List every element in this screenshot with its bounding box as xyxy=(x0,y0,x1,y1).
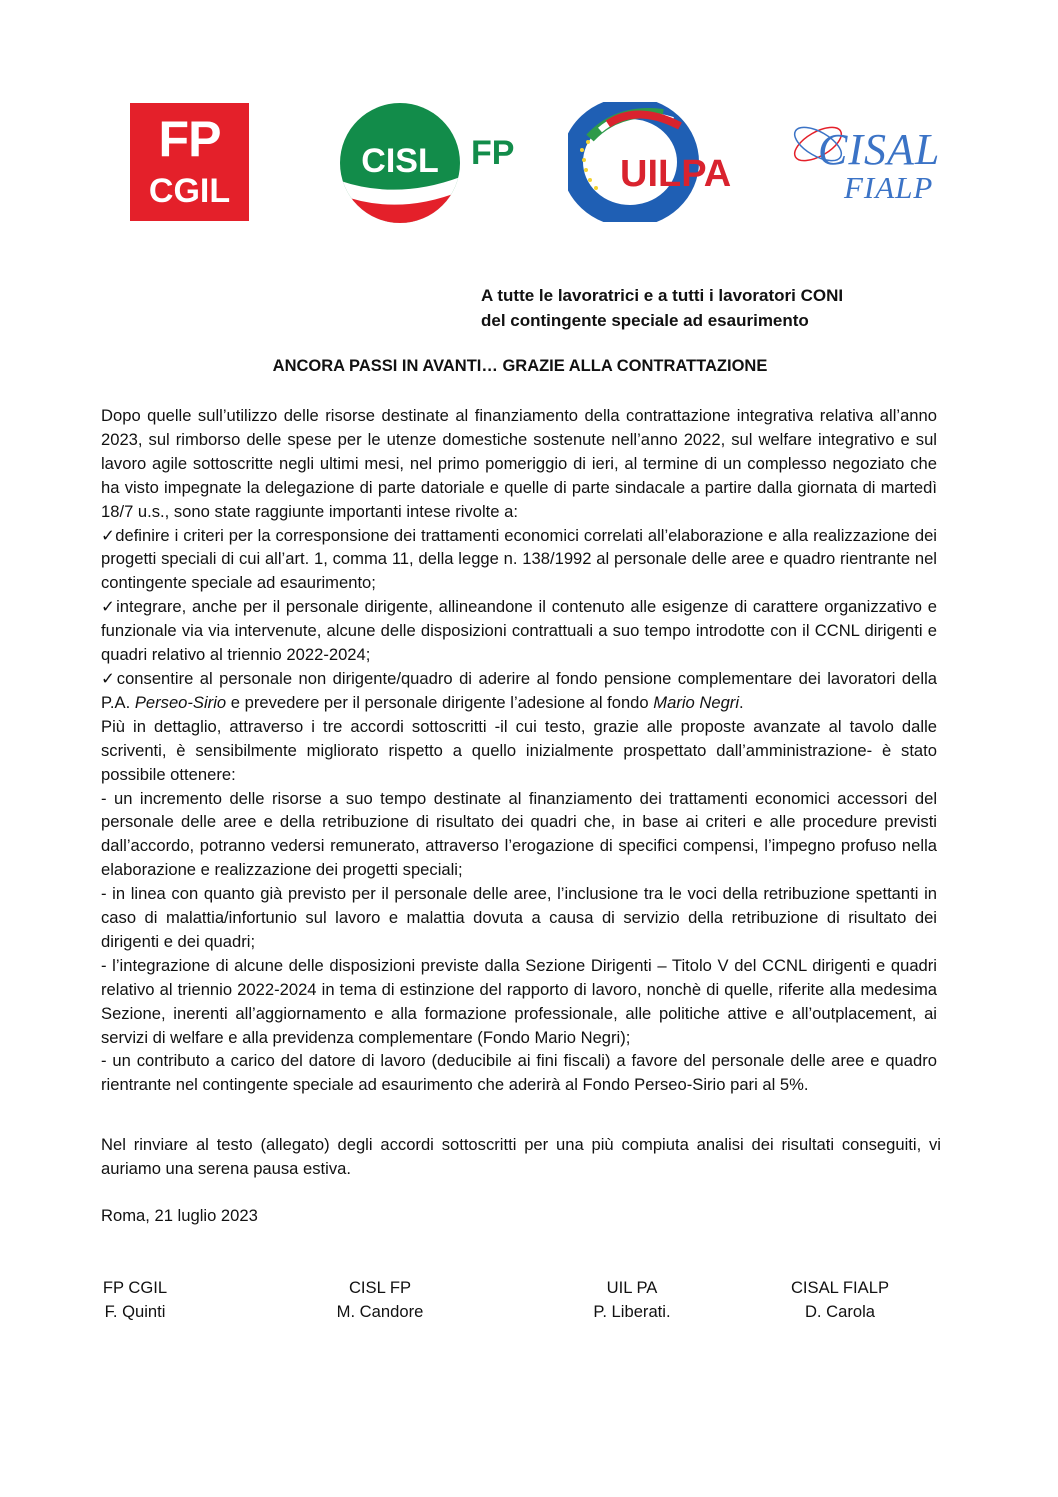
addressee-line: A tutte le lavoratrici e a tutti i lavoratori CONI xyxy=(481,286,844,305)
signature-name: F. Quinti xyxy=(104,1302,166,1321)
cisl-globe-icon xyxy=(338,102,468,224)
signature-name: D. Carola xyxy=(804,1302,876,1321)
cisal-logo-line2: FIALP xyxy=(844,170,934,205)
check-item xyxy=(101,595,937,667)
fp-cgil-logo xyxy=(130,103,249,221)
checkmark-icon: ✓ xyxy=(101,525,116,545)
detail-paragraph: Più in dettaglio, attraverso i tre accordi sottoscritti -il cui testo, grazie alle proposte avanzate al tavolo dalle scriventi, è sensibilmente migliorato rispetto a quello inizialmente prospettato dall’amministrazione- è stato possibile ottenere: xyxy=(101,716,937,784)
signature-block xyxy=(562,1276,702,1324)
cisal-fialp-logo xyxy=(788,114,973,209)
intro-paragraph: Dopo quelle sull’utilizzo delle risorse destinate al finanziamento della contrattazione integrativa relativa all’anno 2023, sul rimborso delle spese per le utenze domestiche sostenute nell’anno 2022, sul welfare integrativo e sul lavoro agile sottoscritte negli ultimi mesi, nel primo pomeriggio di ieri, al termine di un complesso negoziato che ha visto impegnate la delegazione di parte datoriale e quelle di parte sindacale a partire dalla giornata di martedì 18/7 u.s., sono state raggiunte importanti intese rivolte a: xyxy=(101,406,937,521)
signature-block xyxy=(770,1276,910,1324)
cisl-logo-word: CISL xyxy=(361,142,439,180)
addressee-line: del contingente speciale ad esaurimento xyxy=(481,311,809,330)
dash-item: - un contributo a carico del datore di lavoro (deducibile ai fini fiscali) a favore del personale delle aree e quadro rientrante nel contingente speciale ad esaurimento che aderirà al Fondo Perseo-Sirio pari al 5%. xyxy=(101,1051,937,1095)
logo-row xyxy=(0,100,1058,230)
cisal-logo-line1: CISAL xyxy=(818,125,941,174)
check-item-text: consentire al personale non dirigente/quadro di aderire al fondo pensione complementare dei lavoratori della P.A. xyxy=(101,668,937,712)
document-heading: ANCORA PASSI IN AVANTI… GRAZIE ALLA CONTRATTAZIONE xyxy=(272,357,768,375)
fund-name: Perseo-Sirio xyxy=(134,692,227,712)
check-item xyxy=(101,524,937,596)
signature-org: CISL FP xyxy=(348,1278,412,1297)
dash-item: - un incremento delle risorse a suo tempo destinate al finanziamento dei trattamenti economici accessori del personale delle aree e della retribuzione di risultato dei quadri che, in base ai criteri e alle procedure previsti dall’accordo, potranno vedersi remunerato, attraverso l’erogazione di specifici compensi, l’impegno profuso nella elaborazione e realizzazione dei progetti speciali; xyxy=(101,788,937,880)
checkmark-icon: ✓ xyxy=(101,597,117,617)
signature-name: P. Liberati. xyxy=(593,1302,671,1321)
check-item-text: . xyxy=(739,692,744,712)
check-item-text: integrare, anche per il personale dirigente, allineandone il contenuto alle esigenze di carattere organizzativo e funzionale via via intervenute, alcune delle disposizioni contrattuali a suo tempo introdotte con il CCNL dirigenti e quadri relativo al triennio 2022-2024; xyxy=(101,597,937,665)
fp-cgil-logo-line1: FP xyxy=(158,111,221,167)
uilpa-logo xyxy=(568,102,748,222)
signature-org: FP CGIL xyxy=(102,1278,168,1297)
signature-name: M. Candore xyxy=(336,1302,424,1321)
check-item-text: e prevedere per il personale dirigente l’adesione al fondo xyxy=(226,692,654,712)
dash-item: - l’integrazione di alcune delle disposizioni previste dalla Sezione Dirigenti – Titolo V del CCNL dirigenti e quadri relativo al triennio 2022-2024 in tema di estinzione del rapporto di lavoro, nonchè di quelle, riferite alla medesima Sezione, inerenti all’aggiornamento e alla formazione professionale, alle politiche attive e all’outplacement, ai servizi di welfare e alla previdenza complementare (Fondo Mario Negri); xyxy=(101,955,937,1047)
uilpa-logo-word: UILPA xyxy=(620,153,732,195)
cisl-logo-suffix: FP xyxy=(471,134,515,172)
closing-paragraph: Nel rinviare al testo (allegato) degli accordi sottoscritti per una più compiuta analisi dei risultati conseguiti, vi auriamo una serena pausa estiva. xyxy=(101,1135,941,1178)
uilpa-ring-icon xyxy=(568,102,748,222)
check-item-text: definire i criteri per la corresponsione dei trattamenti economici correlati all’elaborazione e alla realizzazione dei progetti speciali di cui all’art. 1, comma 11, della legge n. 138/1992 al personale delle aree e quadro rientrante nel contingente speciale ad esaurimento; xyxy=(101,525,937,593)
signature-block xyxy=(65,1276,205,1324)
dash-item: - in linea con quanto già previsto per il personale delle aree, l’inclusione tra le voci della retribuzione spettanti in caso di malattia/infortunio sul lavoro e malattia dovuta a causa di servizio della retribuzione di risultato dei dirigenti e dei quadri; xyxy=(101,884,937,951)
signature-org: CISAL FIALP xyxy=(790,1278,890,1297)
fp-cgil-logo-line2: CGIL xyxy=(148,172,231,210)
document-body xyxy=(101,404,937,1097)
signature-org: UIL PA xyxy=(606,1278,658,1297)
checkmark-icon: ✓ xyxy=(101,668,117,688)
check-item xyxy=(101,667,937,715)
fund-name: Mario Negri xyxy=(653,692,740,712)
addressee-block xyxy=(481,283,843,333)
cisl-fp-logo xyxy=(338,102,538,224)
signature-block xyxy=(310,1276,450,1324)
document-date: Roma, 21 luglio 2023 xyxy=(101,1206,258,1225)
